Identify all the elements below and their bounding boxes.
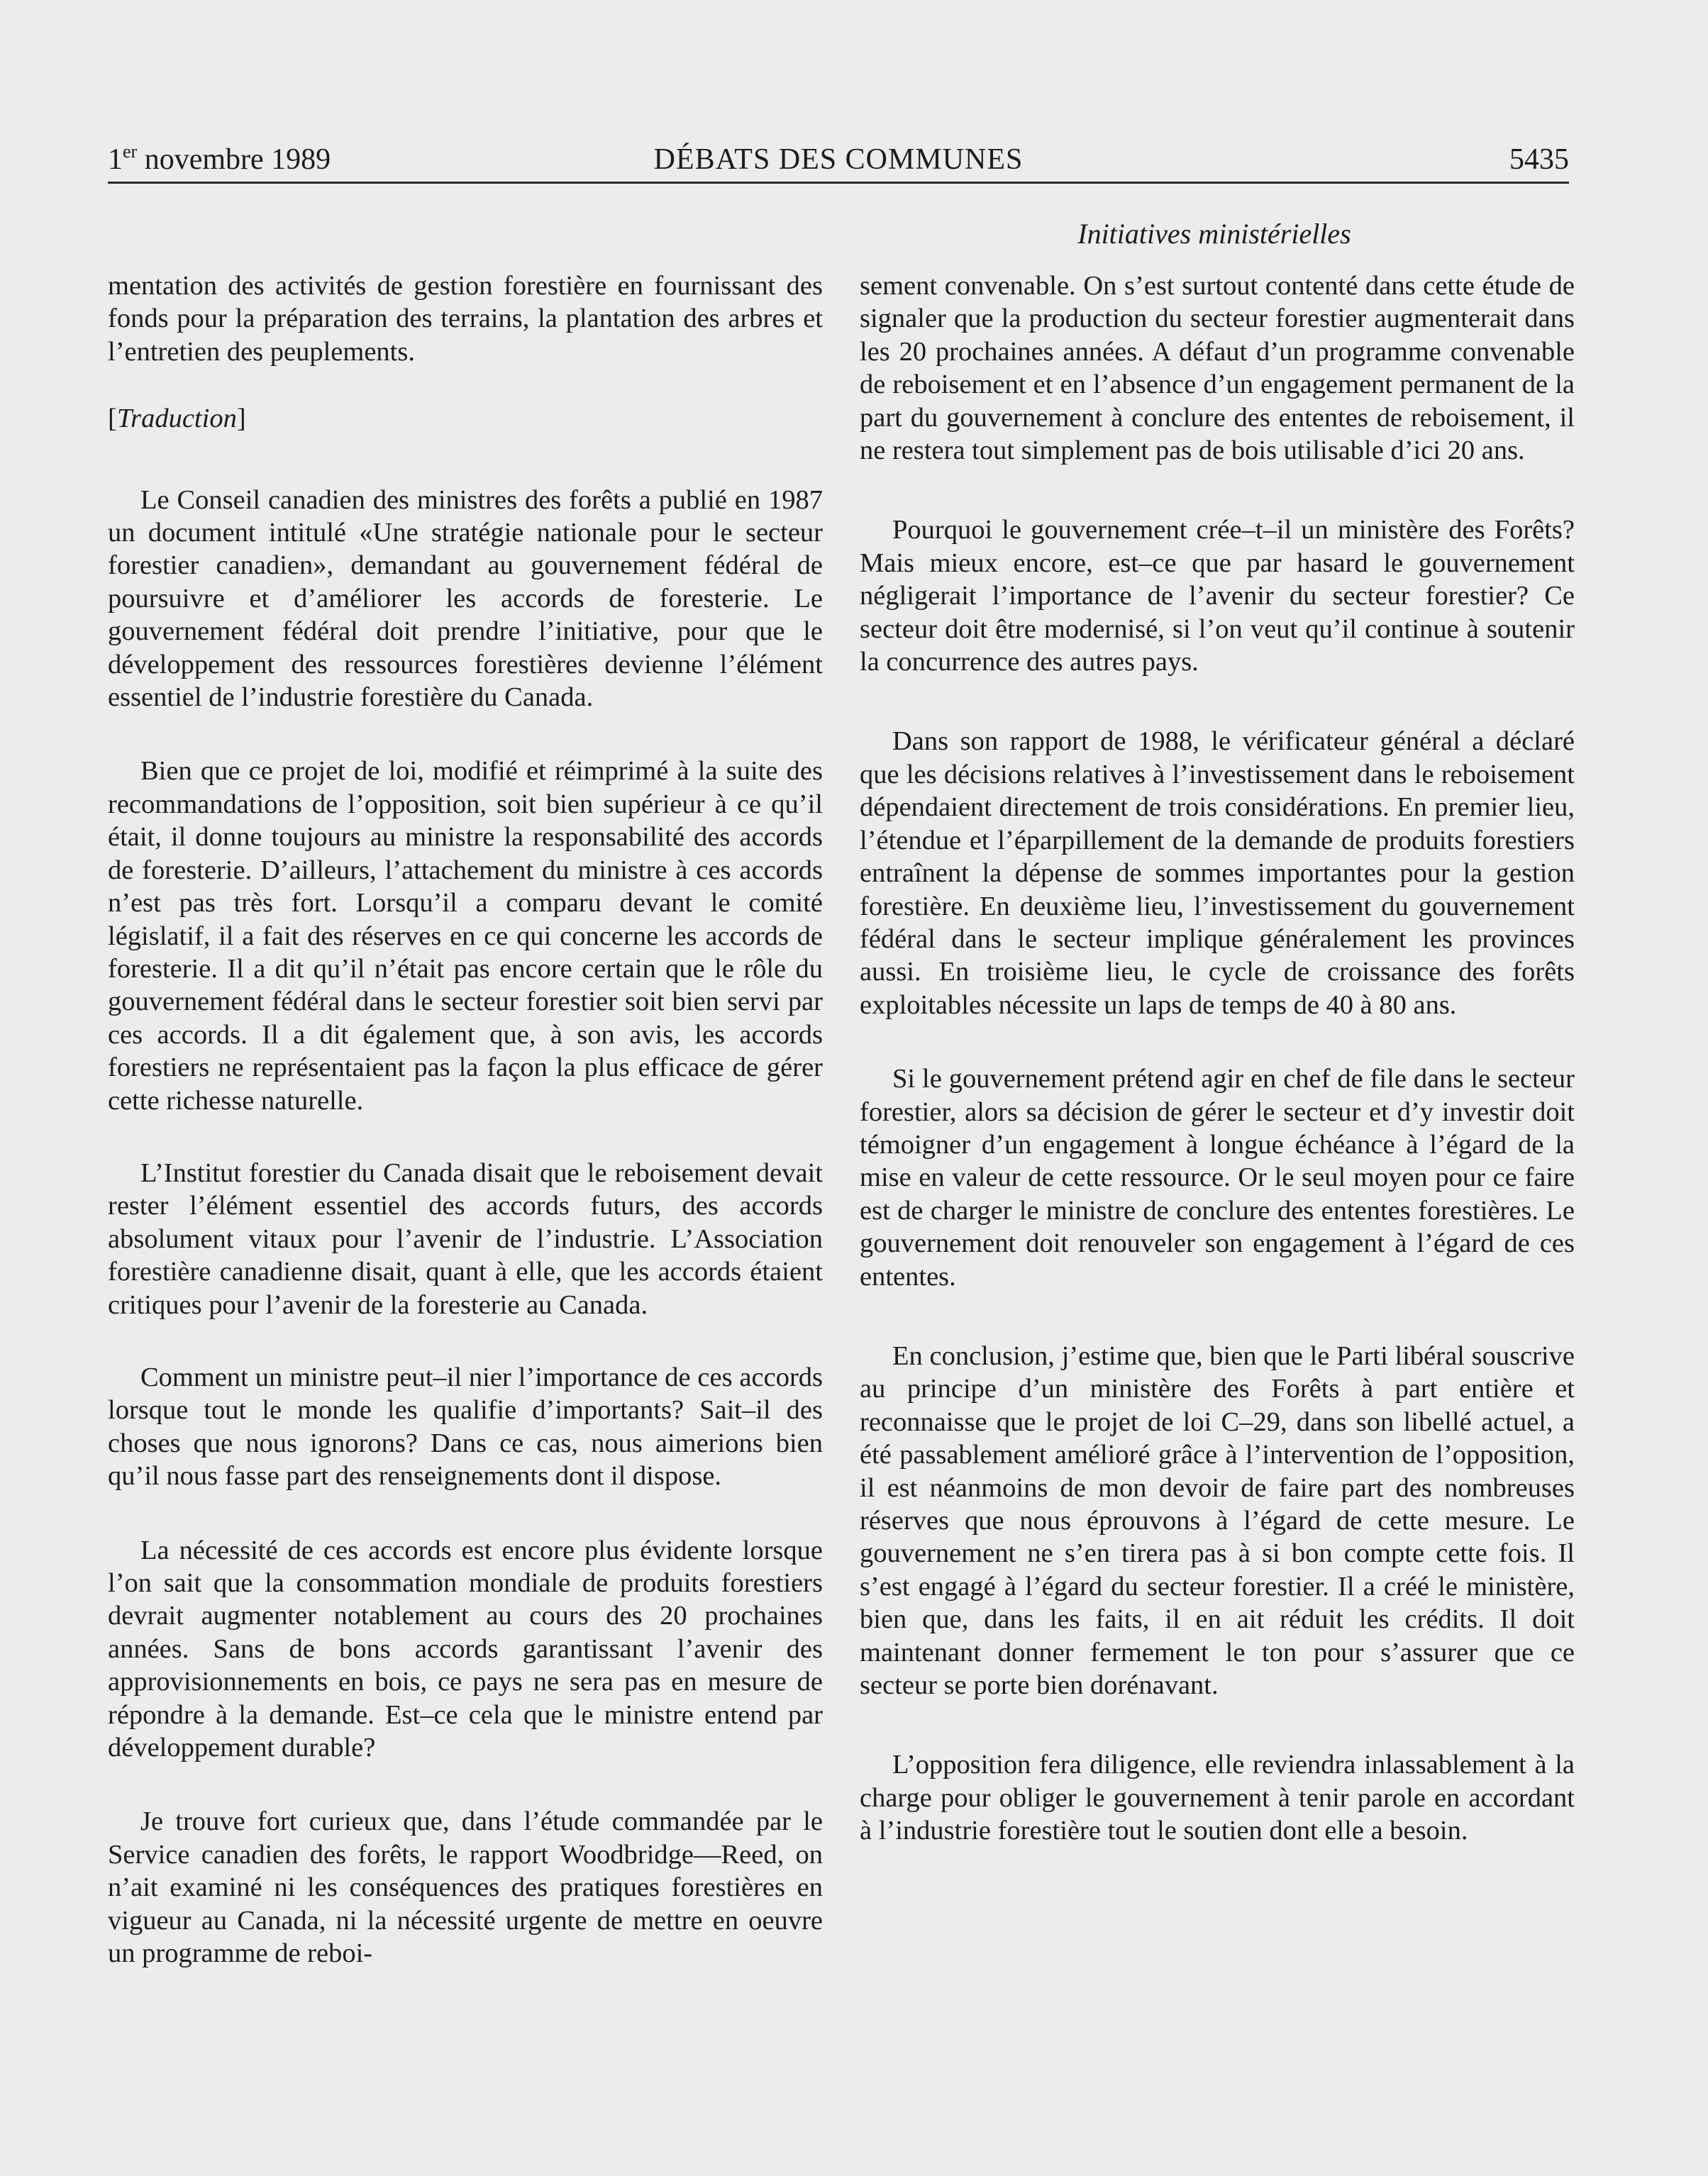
paragraph: Pourquoi le gouvernement crée–t–il un ministère des Forêts? Mais mieux encore, est–ce que par hasard le gouvernement négligerait l’importance de l’avenir du secteur forestier? Ce secteur doit être modernisé, si l’on veut qu’il continue à soutenir la concurrence des autres pays. — [860, 515, 1575, 677]
bracket-open: [ — [108, 404, 117, 434]
left-column — [108, 270, 823, 1970]
paragraph: L’Institut forestier du Canada disait que le reboisement devait rester l’élément essentiel des accords futurs, des accords absolument vitaux pour l’avenir de l’industrie. L’Association forestière canadienne disait, quant à elle, que les accords étaient critiques pour l’avenir de la foresterie au Canada. — [108, 1158, 823, 1320]
bracket-close: ] — [236, 404, 246, 434]
page-header — [108, 139, 1569, 180]
paragraph: La nécessité de ces accords est encore plus évidente lorsque l’on sait que la consommation mondiale de produits forestiers devrait augmenter notablement au cours des 20 prochaines années. Sans de bons accords garantissant l’avenir des approvisionnements en bois, ce pays ne sera pas en mesure de répondre à la demande. Est–ce cela que le ministre entend par développement durable? — [108, 1535, 823, 1763]
date-ordinal: er — [123, 141, 138, 162]
paragraph: L’opposition fera diligence, elle reviendra inlassablement à la charge pour obliger le gouvernement à tenir parole en accordant à l’industrie forestière tout le soutien dont elle a besoin. — [860, 1750, 1575, 1846]
header-title: DÉBATS DES COMMUNES — [653, 143, 1024, 176]
paragraph: sement convenable. On s’est surtout contenté dans cette étude de signaler que la production du secteur forestier augmenterait dans les 20 prochaines années. A défaut d’un programme convenable de reboisement et en l’absence d’un engagement permanent de la part du gouvernement à conclure des ententes de reboisement, il ne restera tout simplement pas de bois utilisable d’ici 20 ans. — [860, 271, 1575, 466]
paragraph: Comment un ministre peut–il nier l’importance de ces accords lorsque tout le monde les qualifie d’importants? Sait–il des choses que nous ignorons? Dans ce cas, nous aimerions bien qu’il nous fasse part des renseignements dont il dispose. — [108, 1362, 823, 1492]
date-month-year: novembre 1989 — [137, 143, 331, 176]
right-column — [860, 270, 1575, 1848]
date-day: 1 — [108, 143, 123, 176]
paragraph: En conclusion, j’estime que, bien que le Parti libéral souscrive au principe d’un ministère des Forêts à part entière et reconnaisse que le projet de loi C–29, dans son libellé actuel, a été passablement amélioré grâce à l’intervention de l’opposition, il est néanmoins de mon devoir de faire part des nombreuses réserves que nous éprouvons à l’égard de cette mesure. Le gouvernement ne s’en tirera pas à si bon compte cette fois. Il s’est engagé à l’égard du secteur forestier. Il a créé le ministère, bien que, dans les faits, il en ait réduit les crédits. Il doit maintenant donner fermement le ton pour s’assurer que ce secteur se porte bien dorénavant. — [860, 1340, 1575, 1701]
translation-label: Traduction — [116, 404, 237, 434]
page-number: 5435 — [1509, 143, 1569, 176]
paragraph: Je trouve fort curieux que, dans l’étude commandée par le Service canadien des forêts, le rapport Woodbridge—Reed, on n’ait examiné ni les conséquences des pratiques forestières en vigueur au Canada, ni la nécessité urgente de mettre en oeuvre un programme de reboi- — [108, 1806, 823, 1969]
translation-note — [108, 402, 823, 435]
paragraph: Bien que ce projet de loi, modifié et réimprimé à la suite des recommandations de l’opposition, soit bien supérieur à ce qu’il était, il donne toujours au ministre la responsabilité des accords de foresterie. D’ailleurs, l’attachement du ministre à ces accords n’est pas très fort. Lorsqu’il a comparu devant le comité législatif, il a fait des réserves en ce qui concerne les accords de foresterie. Il a dit qu’il n’était pas encore certain que le rôle du gouvernement fédéral dans le secteur forestier soit bien servi par ces accords. Il a dit également que, à son avis, les accords forestiers ne représentaient pas la façon la plus efficace de gérer cette richesse naturelle. — [108, 756, 823, 1116]
paragraph: Le Conseil canadien des ministres des forêts a publié en 1987 un document intitulé «Une stratégie nationale pour le secteur forestier canadien», demandant au gouvernement fédéral de poursuivre et d’améliorer les accords de foresterie. Le gouvernement fédéral doit prendre l’initiative, pour que le développement des ressources forestières devienne l’élément essentiel de l’industrie forestière du Canada. — [108, 484, 823, 713]
paragraph: mentation des activités de gestion forestière en fournissant des fonds pour la préparation des terrains, la plantation des arbres et l’entretien des peuplements. — [108, 271, 823, 367]
paragraph: Dans son rapport de 1988, le vérificateur général a déclaré que les décisions relatives à l’investissement dans le reboisement dépendaient directement de trois considérations. En premier lieu, l’étendue et l’éparpillement de la demande de produits forestiers entraînent la dépense de sommes importantes pour la gestion forestière. En deuxième lieu, l’investissement du gouvernement fédéral dans le secteur implique généralement les provinces aussi. En troisième lieu, le cycle de croissance des forêts exploitables nécessite un laps de temps de 40 à 80 ans. — [860, 726, 1575, 1020]
section-title: Initiatives ministérielles — [1077, 218, 1351, 250]
paragraph: Si le gouvernement prétend agir en chef de file dans le secteur forestier, alors sa décision de gérer le secteur et d’y investir doit témoigner d’un engagement à longue échéance à l’égard de la mise en valeur de cette ressource. Or le seul moyen pour ce faire est de charger le ministre de conclure des ententes forestières. Le gouvernement doit renouveler son engagement à l’égard de ces ententes. — [860, 1064, 1575, 1292]
header-rule — [108, 182, 1569, 184]
